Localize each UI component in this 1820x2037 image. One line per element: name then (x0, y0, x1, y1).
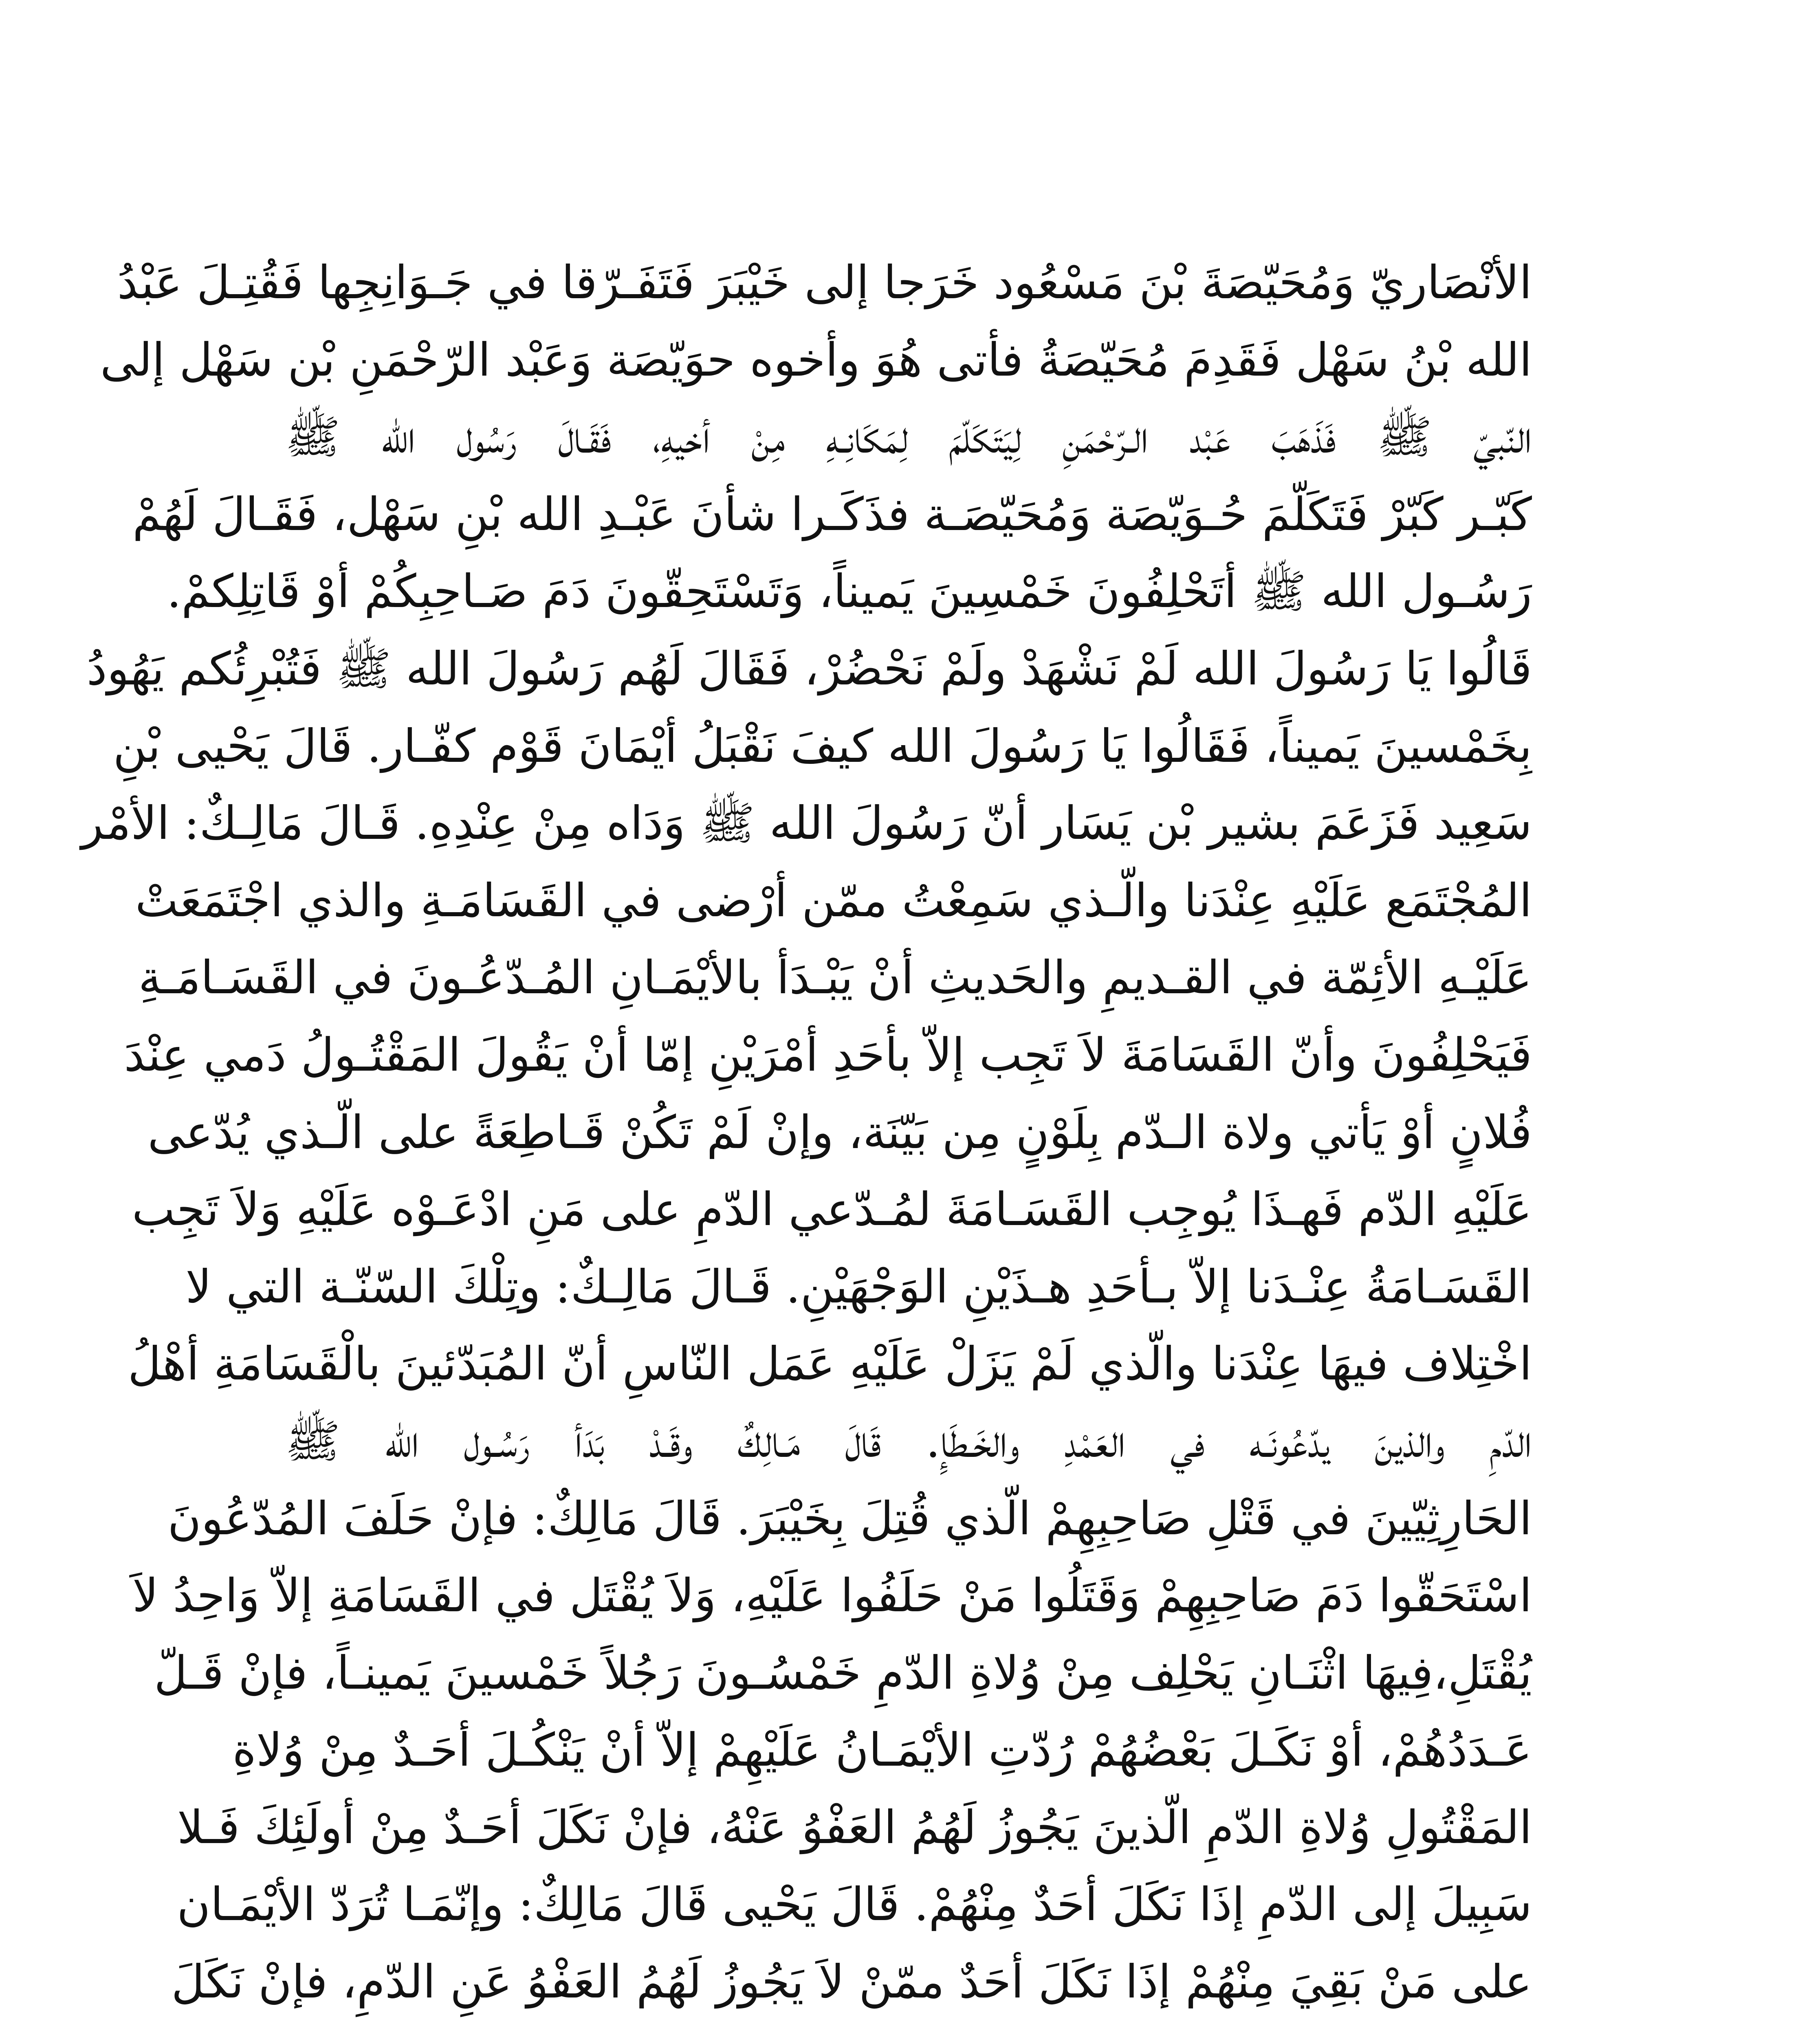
text-line: المُجْتَمَع عَلَيْهِ عِنْدَنا والّـذي سَمِعْتُ ممّن أرْضى في القَسَامَـةِ والذي اجْتَمَعَتْ (135, 874, 1532, 927)
text-line: فُلانٍ أوْ يَأتي ولاة الـدّم بِلَوْنٍ مِن بَيّنَة، وإنْ لَمْ تَكُنْ قَـاطِعَةً على الّـذي يُدّعى (147, 1106, 1532, 1159)
text-line: عَـدَدُهُمْ، أوْ نَكَـلَ بَعْضُهُمْ رُدّتِ الأيْمَـانُ عَلَيْهِمْ إلاّ أنْ يَنْكُـلَ أحَـدٌ مِنْ وُلاةِ (232, 1724, 1532, 1777)
text-line: عَلَيْـهِ الأئِمّة في القـديمِ والحَديثِ أنْ يَبْـدَأ بالأيْمَـانِ المُـدّعُـونَ في القَسَـامَـةِ (138, 951, 1532, 1005)
text-line: بِخَمْسينَ يَميناً، فَقَالُوا يَا رَسُولَ الله كيفَ نَقْبَلُ أيْمَانَ قَوْم كفّـار. قَالَ يَحْيى بْنِ (113, 719, 1532, 773)
text-line: المَقْتُولِ وُلاةِ الدّمِ الّذينَ يَجُوزُ لَهُمُ العَفْوُ عَنْهُ، فإنْ نَكَلَ أحَـدٌ مِنْ أولَئِكَ فَـلا (177, 1801, 1532, 1854)
body-text (81, 244, 1532, 2021)
text-line: يُقْتَلِ،فِيهَا اثْنَـانِ يَحْلِف مِنْ وُلاةِ الدّمِ خَمْسُـونَ رَجُلاً خَمْسينَ يَمينـاً، فإنْ قَـلّ (154, 1646, 1532, 1700)
text-line: عَلَيْهِ الدّم فَهـذَا يُوجِب القَسَـامَةَ لمُـدّعي الدّمِ على مَنِ ادْعَـوْه عَلَيْهِ وَلاَ تَجِب (132, 1183, 1532, 1236)
text-line: الأنْصَاريّ وَمُحَيّصَةَ بْنَ مَسْعُود خَرَجا إلى خَيْبَرَ فَتَفَـرّقا في جَـوَانِجِها فَقُتِـلَ عَبْدُ (117, 256, 1532, 309)
text-line: اخْتِلاف فيهَا عِنْدَنا والّذي لَمْ يَزَلْ عَلَيْهِ عَمَل النّاسِ أنّ المُبَدّئينَ بالْقَسَامَةِ أهْلُ (128, 1337, 1532, 1391)
text-line: فَيَحْلِفُونَ وأنّ القَسَامَةَ لاَ تَجِب إلاّ بأحَدِ أمْرَيْنِ إمّا أنْ يَقُولَ المَقْتُـولُ دَمي عِنْدَ (124, 1028, 1532, 1082)
text-line: الحَارِثِيّينَ في قَتْلِ صَاحِبِهِمْ الّذي قُتِلَ بِخَيْبَرَ. قَالَ مَالِكٌ: فإنْ حَلَفَ المُدّعُونَ (167, 1492, 1532, 1545)
text-line: على مَنْ بَقِيَ مِنْهُمْ إذَا نَكَلَ أحَدٌ ممّنْ لاَ يَجُوزُ لَهُمُ العَفْوُ عَنِ الدّمِ، فإنْ نَكَلَ (171, 1956, 1532, 2009)
text-line: سَعِيد فَزَعَمَ بشير بْن يَسَار أنّ رَسُولَ الله ﷺ وَدَاه مِنْ عِنْدِهِ. قَـالَ مَالِـكٌ: الأمْر (81, 797, 1532, 850)
text-line: القَسَـامَةُ عِنْـدَنا إلاّ بـأحَدِ هـذَيْنِ الوَجْهَيْنِ. قَـالَ مَالِـكٌ: وتِلْكَ السّنّـة التي لا (185, 1260, 1532, 1313)
text-line: الدّمِ والذينَ يدّعُونَـه في العَمْدِ والخَـطَإِ. قَالَ مَـالِكٌ وقَـدْ بَدَأ رَسُـول الله ﷺ (285, 1414, 1532, 1468)
text-line: كَبّـر كَبّرْ فَتَكَلّمَ حُـوَيّصَة وَمُحَيّصَـة فذَكَـرا شأنَ عَبْـدِ الله بْنِ سَهْل، فَقَـالَ لَهُمْ (132, 488, 1532, 541)
text-line: الله بْنُ سَهْل فَقَدِمَ مُحَيّصَةُ فأتى هُوَ وأخوه حوَيّصَة وَعَبْد الرّحْمَنِ بْن سَهْل إلى (100, 333, 1532, 387)
text-line: سَبِيلَ إلى الدّمِ إذَا نَكَلَ أحَدٌ مِنْهُمْ. قَالَ يَحْيى قَالَ مَالِكٌ: وإنّمَـا تُرَدّ الأيْمَـان (177, 1878, 1532, 1931)
text-line: قَالُوا يَا رَسُولَ الله لَمْ نَشْهَدْ ولَمْ نَحْضُرْ، فَقَالَ لَهُم رَسُولَ الله ﷺ فَتُبْرِئُكم يَهُودُ (86, 642, 1532, 695)
text-line: رَسُـول الله ﷺ أتَحْلِفُونَ خَمْسِينَ يَميناً، وَتَسْتَحِقّونَ دَمَ صَـاحِبِكُمْ أوْ قَاتِلِكمْ. (167, 565, 1532, 618)
text-line: النّبيّ ﷺ فَذَهَبَ عَبْد الـرّحْمَنِ لِيَتَكَلّمَ لِمَكَانِـهِ مِنْ أخيهِ، فَقَـالَ رَسُول الله ﷺ (285, 411, 1532, 464)
text-line: اسْتَحَقّوا دَمَ صَاحِبِهِمْ وَقَتَلُوا مَنْ حَلَفُوا عَلَيْهِ، وَلاَ يُقْتَل في القَسَامَةِ إلاّ وَاحِدُ لاَ (132, 1569, 1532, 1623)
